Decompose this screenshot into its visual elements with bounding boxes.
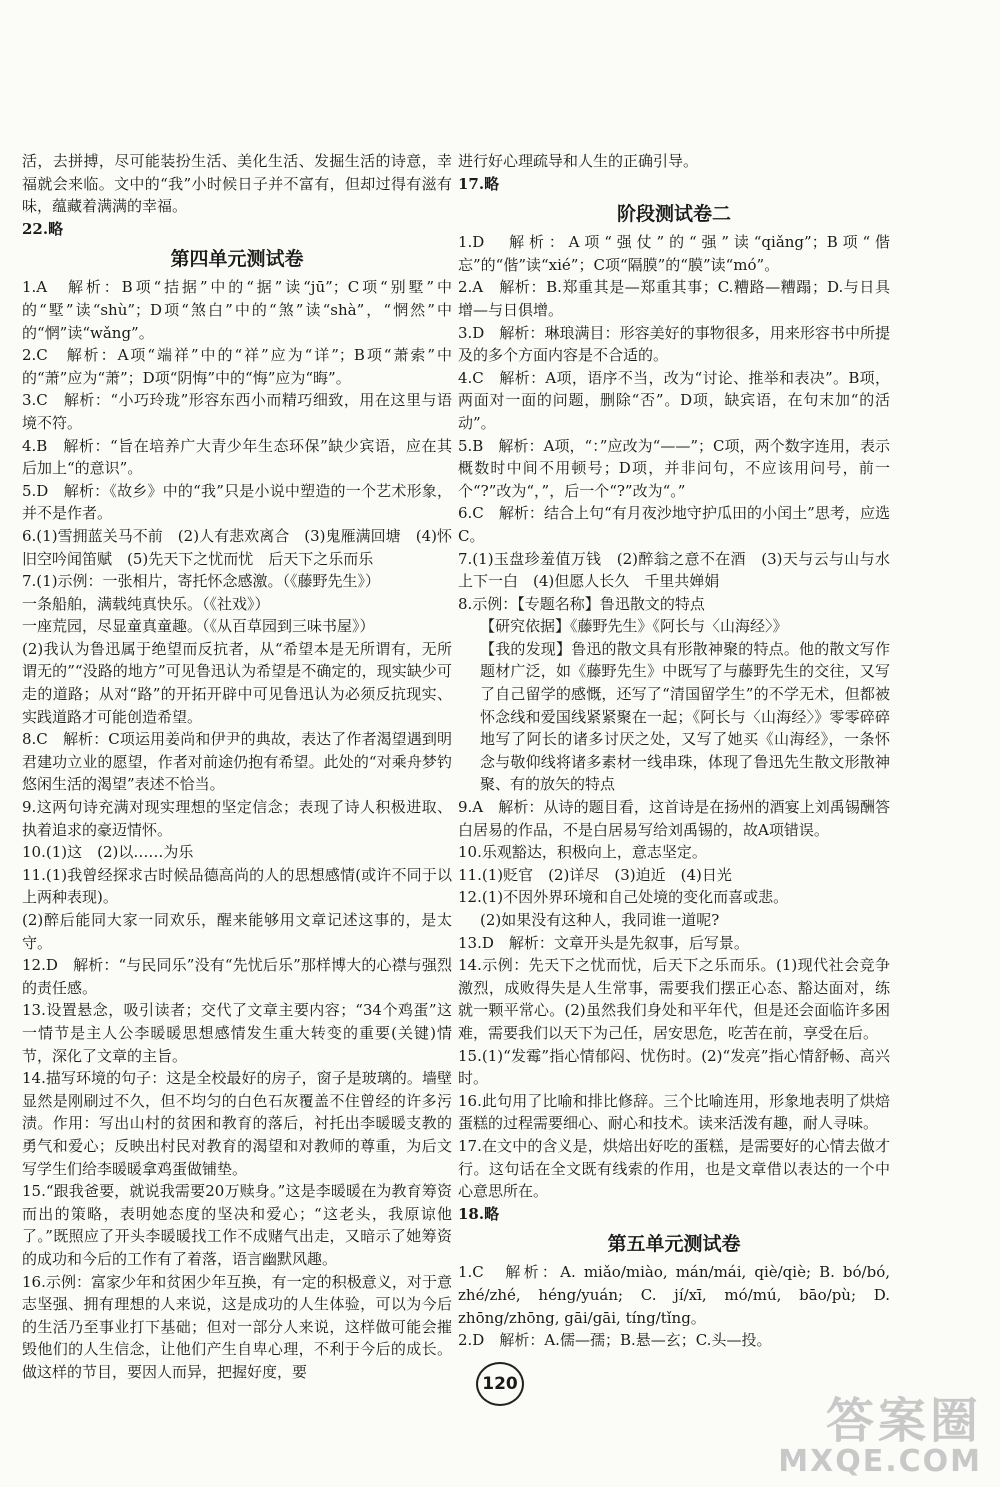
answer-item: 15.“跟我爸要，就说我需要20万赎身。”这是李暖暖在为教育筹资而出的策略，表明她态度的坚决和爱心；“这老头，我原谅他了。”既照应了开头李暖暖找工作不成赌气出走，又暗示了她筹资的成功和今后的工作有了着落，语言幽默风趣。 — [22, 1182, 452, 1268]
answer-item: 一座荒园，尽显童真童趣。（《从百草园到三味书屋》） — [22, 617, 375, 636]
answer-item: 3.C 解析：“小巧玲珑”形容东西小而精巧细致，用在这里与语境不符。 — [22, 391, 452, 432]
answer-item: 4.C 解析：A项，语序不当，改为“讨论、推举和表决”。B项，两面对一面的问题，删除“否”。D项，缺宾语，在句末加“的活动”。 — [458, 368, 890, 432]
answer-item: 7.(1)示例：一张相片，寄托怀念感激。（《藤野先生》） — [22, 572, 381, 591]
answer-item: 12.D 解析：“与民同乐”没有“先忧后乐”那样博大的心襟与强烈的责任感。 — [22, 956, 452, 997]
answer-item: 17.略 — [458, 174, 500, 193]
answer-item: 5.D 解析：《故乡》中的“我”只是小说中塑造的一个艺术形象，并不是作者。 — [22, 481, 452, 523]
answer-item: 【我的发现】鲁迅的散文具有形散神聚的特点。他的散文写作题材广泛，如《藤野先生》中既写了与藤野先生的交往，又写了自己留学的感慨，还写了“清国留学生”的不学无术，但都被怀念线和爱国线紧紧聚在一起；《阿长与〈山海经〉》零零碎碎地写了阿长的诸多讨厌之处，又写了她买《山海经》，一条怀念与敬仰线将诸多素材一线串珠，体现了鲁迅先生散文形散神聚、有的放矢的特点 — [480, 639, 890, 794]
answer-item: 13.设置悬念，吸引读者；交代了文章主要内容；“34个鸡蛋”这一情节是主人公李暖暖思想感情发生重大转变的重要(关键)情节，深化了文章的主旨。 — [22, 1001, 452, 1065]
answer-item: 22.略 — [22, 219, 64, 238]
answer-item: 【研究依据】《藤野先生》《阿长与〈山海经〉》 — [480, 617, 788, 636]
answer-item: 1.A 解析：B项“拮据”中的“据”读“jū”；C项“别墅”中的“墅”读“shù”；D项“煞白”中的“煞”读“shà”，“惘然”中的“惘”读“wǎng”。 — [22, 278, 452, 342]
left-column — [22, 150, 452, 1383]
right-column — [458, 150, 906, 1352]
answer-item: 13.D 解析：文章开头是先叙事，后写景。 — [458, 933, 749, 952]
answer-item: (2)如果没有这种人，我同谁一道呢? — [480, 911, 720, 929]
answer-item: 12.(1)不因外界环境和自己处境的变化而喜或悲。 — [458, 888, 789, 907]
answer-item: 16.此句用了比喻和排比修辞。三个比喻连用，形象地表明了烘焙蛋糕的过程需要细心、耐心和技术。读来活泼有趣，耐人寻味。 — [458, 1091, 890, 1133]
answer-item: 一条船舶，满载纯真快乐。（《社戏》） — [22, 594, 270, 613]
page-number: 120 — [476, 1362, 524, 1406]
answer-item: 4.B 解析：“旨在培养广大青少年生态环保”缺少宾语，应在其后加上“的意识”。 — [22, 436, 452, 478]
answer-item: 2.D 解析：A.儒—孺；B.悬—玄；C.头—投。 — [458, 1331, 772, 1350]
answer-item: 3.D 解析：琳琅满目：形容美好的事物很多，用来形容书中所提及的多个方面内容是不合适的。 — [458, 323, 890, 365]
answer-item: 8.示例：【专题名称】鲁迅散文的特点 — [458, 594, 705, 613]
answer-item: 1.D 解析：A项“强仗”的“强”读“qiǎng”；B项“偕忘”的“偕”读“xié”；C项“隔膜”的“膜”读“mó”。 — [458, 233, 890, 274]
answer-item: (2)我认为鲁迅属于绝望而反抗者，从“希望本是无所谓有，无所谓无的”“没路的地方”可见鲁迅认为希望是不确定的，现实缺少可走的道路；从对“路”的开拓开辟中可见鲁迅认为必须反抗现实、实践道路才可能创造希望。 — [22, 639, 452, 726]
answer-item: 7.(1)玉盘珍羞值万钱 (2)醉翁之意不在酒 (3)天与云与山与水 上下一白 (4)但愿人长久 千里共婵娟 — [458, 549, 906, 591]
answer-item: 10.乐观豁达，积极向上，意志坚定。 — [458, 843, 707, 862]
answer-item: 2.A 解析：B.郑重其是—郑重其事；C.糟路—糟蹋；D.与日具增—与日俱增。 — [458, 278, 890, 319]
answer-item: 14.示例：先天下之忧而忧，后天下之乐而乐。(1)现代社会竞争激烈，成败得失是人生常事，需要我们摆正心态、豁达面对，练就一颗平常心。(2)虽然我们身处和平年代，但是还会面临许多困难，需要我们以天下为己任，居安思危，吃苦在前，享受在后。 — [458, 956, 890, 1042]
answer-item: 9.这两句诗充满对现实理想的坚定信念；表现了诗人积极进取、执着追求的豪迈情怀。 — [22, 798, 452, 839]
answer-item: 15.(1)“发霉”指心情郁闷、忧伤时。(2)“发亮”指心情舒畅、高兴时。 — [458, 1046, 890, 1088]
section-heading: 阶段测试卷二 — [616, 203, 731, 226]
answer-item: 1.C 解析：A. miǎo/miào, mán/mái, qiè/qiè; B. bó/bó, zhé/zhé, héng/yuán; C. jí/xī, mó/mú, bāo/pù; D. zhōng/zhōng, gāi/gāi, tíng/tǐng。 — [458, 1263, 895, 1327]
section-heading: 第五单元测试卷 — [607, 1233, 741, 1256]
watermark-line2: MXQE.COM — [778, 1444, 982, 1479]
answer-item: 2.C 解析：A项“端祥”中的“祥”应为“详”；B项“萧索”中的“萧”应为“萧”；D项“阴悔”中的“悔”应为“晦”。 — [22, 346, 452, 387]
answer-item: 18.略 — [458, 1204, 500, 1223]
answer-item: 进行好心理疏导和人生的正确引导。 — [458, 152, 699, 170]
answer-item: 10.(1)这 (2)以……为乐 — [22, 843, 194, 862]
answer-item: 8.C 解析：C项运用姜尚和伊尹的典故，表达了作者渴望遇到明君建功立业的愿望，作者对前途仍抱有希望。此处的“对乘舟梦钓悠闲生活的渴望”表述不恰当。 — [22, 730, 452, 794]
answer-item: 11.(1)贬官 (2)详尽 (3)迫近 (4)日光 — [458, 865, 732, 884]
answer-item: 5.B 解析：A项，“：”应改为“——”；C项，两个数字连用，表示概数时中间不用顿号；D项，并非问句，不应该用问号，前一个“?”改为“，”，后一个“?”改为“。” — [458, 436, 890, 500]
answer-item: 活，去拼搏，尽可能装扮生活、美化生活、发掘生活的诗意，幸福就会来临。文中的“我”小时候日子并不富有，但却过得有滋有味，蕴藏着满满的幸福。 — [22, 152, 452, 216]
watermark-logo — [778, 1395, 982, 1477]
answer-item: 14.描写环境的句子：这是全校最好的房子，窗子是玻璃的。墙壁显然是刚刷过不久，但不均匀的白色石灰覆盖不住曾经的许多污渍。作用：写出山村的贫困和教育的落后，衬托出李暖暖支教的勇气和爱心；反映出村民对教育的渴望和对教师的尊重，为后文写学生们给李暖暖拿鸡蛋做铺垫。 — [22, 1069, 452, 1178]
answer-item: 6.(1)雪拥蓝关马不前 (2)人有悲欢离合 (3)鬼雁满回塘 (4)怀旧空吟闻笛赋 (5)先天下之忧而忧 后天下之乐而乐 — [22, 526, 452, 568]
section-heading: 第四单元测试卷 — [170, 248, 304, 271]
answer-item: 11.(1)我曾经探求古时候品德高尚的人的思想感情(或许不同于以上两种表现)。 — [22, 865, 452, 907]
watermark-line1: 答案圈 — [825, 1393, 982, 1449]
answer-item: 17.在文中的含义是，烘焙出好吃的蛋糕，是需要好的心情去做才行。这句话在全文既有线索的作用，也是文章借以表达的一个中心意思所在。 — [458, 1136, 890, 1201]
answer-item: 6.C 解析：结合上句“有月夜沙地守护瓜田的小闰土”思考，应选C。 — [458, 504, 890, 545]
answer-item: 16.示例：富家少年和贫困少年互换，有一定的积极意义，对于意志坚强、拥有理想的人来说，这是成功的人生体验，可以为今后的生活乃至事业打下基础；但对一部分人来说，这样做可能会摧毁他们的人生信念，让他们产生自卑心理，不利于今后的成长。做这样的节目，要因人而异，把握好度，要 — [22, 1272, 452, 1381]
answer-item: (2)醉后能同大家一同欢乐，醒来能够用文章记述这事的，是太守。 — [22, 911, 452, 952]
answer-item: 9.A 解析：从诗的题目看，这首诗是在扬州的酒宴上刘禹锡酬答白居易的作品，不是白居易写给刘禹锡的，故A项错误。 — [458, 798, 890, 839]
